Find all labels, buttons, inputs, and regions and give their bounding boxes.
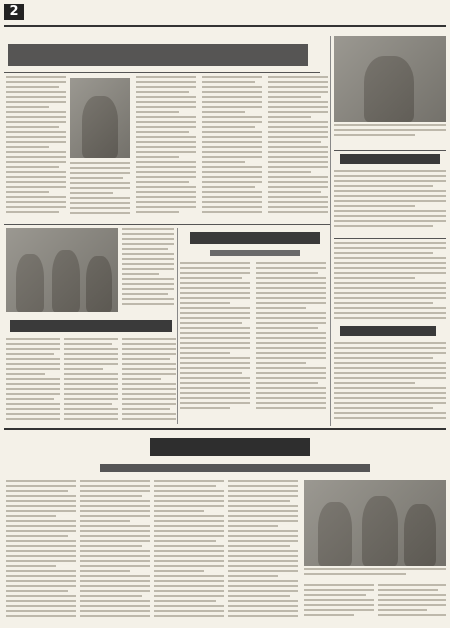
bottom-rule — [4, 428, 446, 430]
right-story-2-body — [334, 342, 446, 424]
lead-col-1 — [6, 76, 66, 220]
right-top-caption — [334, 124, 446, 148]
bottom-col-2 — [80, 480, 150, 624]
page-number: 2 — [9, 4, 19, 19]
bottom-right-photo — [304, 480, 446, 566]
left-mid-col-2 — [64, 338, 118, 424]
lead-col-4 — [202, 76, 262, 220]
auto-sub-bar — [210, 250, 300, 256]
left-mid-col-1 — [6, 338, 60, 424]
section-title — [380, 4, 446, 20]
left-mid-photo — [6, 228, 118, 312]
right-top-photo — [334, 36, 446, 122]
masthead-rule — [4, 25, 446, 27]
bottom-headline-bar — [150, 438, 310, 456]
left-photo — [70, 78, 130, 158]
auto-headline-bar — [190, 232, 320, 244]
left-mid-photo-caption — [122, 228, 174, 312]
page-number-box — [4, 4, 24, 20]
bottom-col-5 — [304, 584, 374, 624]
issue-line — [4, 28, 164, 36]
bottom-right-caption — [304, 568, 446, 582]
auto-col-2 — [256, 262, 326, 412]
right-story-1-headline-bar — [340, 154, 440, 164]
lead-headline-placeholder — [8, 44, 308, 66]
col-divider-right — [330, 36, 331, 426]
right-story-1-body-cont — [334, 242, 446, 322]
masthead — [0, 0, 450, 24]
col-divider-mid — [177, 228, 178, 424]
right-rule-2 — [334, 238, 446, 239]
mid-rule — [4, 224, 330, 225]
auto-col-1 — [180, 262, 250, 412]
lead-rule — [4, 72, 320, 73]
bottom-col-4 — [228, 480, 298, 624]
right-rule-1 — [334, 150, 446, 151]
right-story-2-headline-bar — [340, 326, 436, 336]
contact-line — [280, 28, 446, 36]
bottom-col-6 — [378, 584, 446, 624]
left-mid-col-3 — [122, 338, 176, 424]
newspaper-name — [160, 2, 290, 22]
left-col-2 — [70, 162, 130, 220]
lead-col-3 — [136, 76, 196, 220]
bottom-col-3 — [154, 480, 224, 624]
right-story-1-body — [334, 170, 446, 234]
lead-col-5 — [268, 76, 328, 220]
bottom-sub-bar — [100, 464, 370, 472]
left-mid-headline-bar — [10, 320, 172, 332]
bottom-col-1 — [6, 480, 76, 624]
section-label — [28, 7, 118, 17]
